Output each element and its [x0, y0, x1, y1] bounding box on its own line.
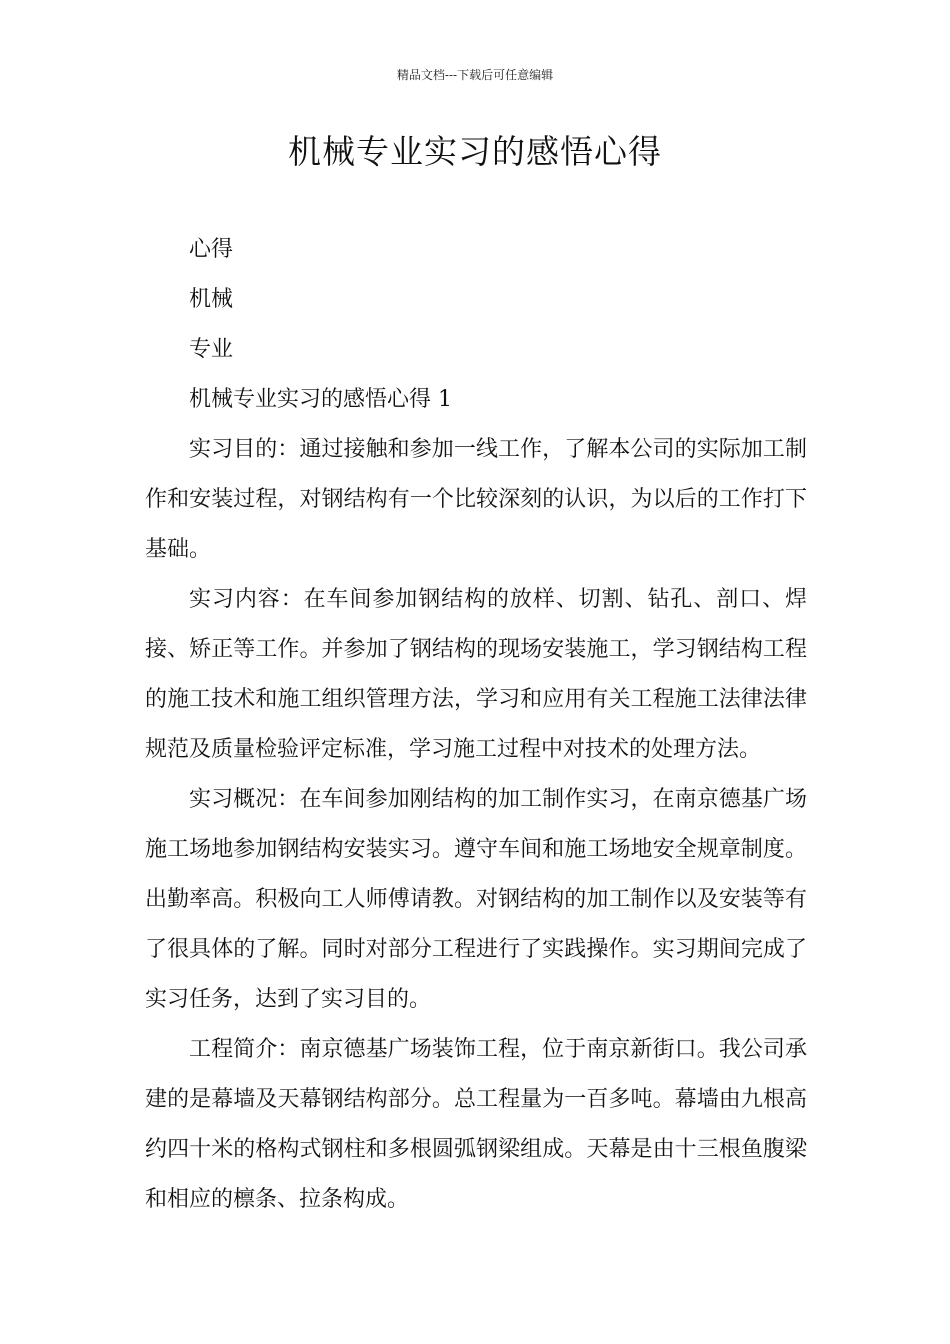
paragraph-purpose: 实习目的：通过接触和参加一线工作，了解本公司的实际加工制作和安装过程，对钢结构有一个比较深刻的认识，为以后的工作打下基础。 — [145, 437, 807, 562]
section-subtitle: 机械专业实习的感悟心得 1 — [189, 387, 452, 412]
paragraph-overview: 实习概况：在车间参加刚结构的加工制作实习，在南京德基广场施工场地参加钢结构安装实习。遵守车间和施工场地安全规章制度。出勤率高。积极向工人师傅请教。对钢结构的加工制作以及安装等有了很具体的了解。同时对部分工程进行了实践操作。实习期间完成了实习任务，达到了实习目的。 — [145, 787, 807, 1012]
paragraph-content: 实习内容：在车间参加钢结构的放样、切割、钻孔、剖口、焊接、矫正等工作。并参加了钢结构的现场安装施工，学习钢结构工程的施工技术和施工组织管理方法，学习和应用有关工程施工法律法律规范及质量检验评定标准，学习施工过程中对技术的处理方法。 — [145, 587, 807, 762]
keyword-line: 机械 — [189, 287, 234, 312]
header-note: 精品文档---下载后可任意编辑 — [396, 68, 554, 82]
keyword-line: 心得 — [189, 237, 234, 262]
keyword-line: 专业 — [189, 337, 234, 362]
paragraph-project: 工程简介：南京德基广场装饰工程，位于南京新街口。我公司承建的是幕墙及天幕钢结构部分。总工程量为一百多吨。幕墙由九根高约四十米的格构式钢柱和多根圆弧钢梁组成。天幕是由十三根鱼腹梁和相应的檩条、拉条构成。 — [145, 1037, 807, 1212]
document-body — [145, 225, 807, 1225]
document-title: 机械专业实习的感悟心得 — [288, 132, 662, 171]
